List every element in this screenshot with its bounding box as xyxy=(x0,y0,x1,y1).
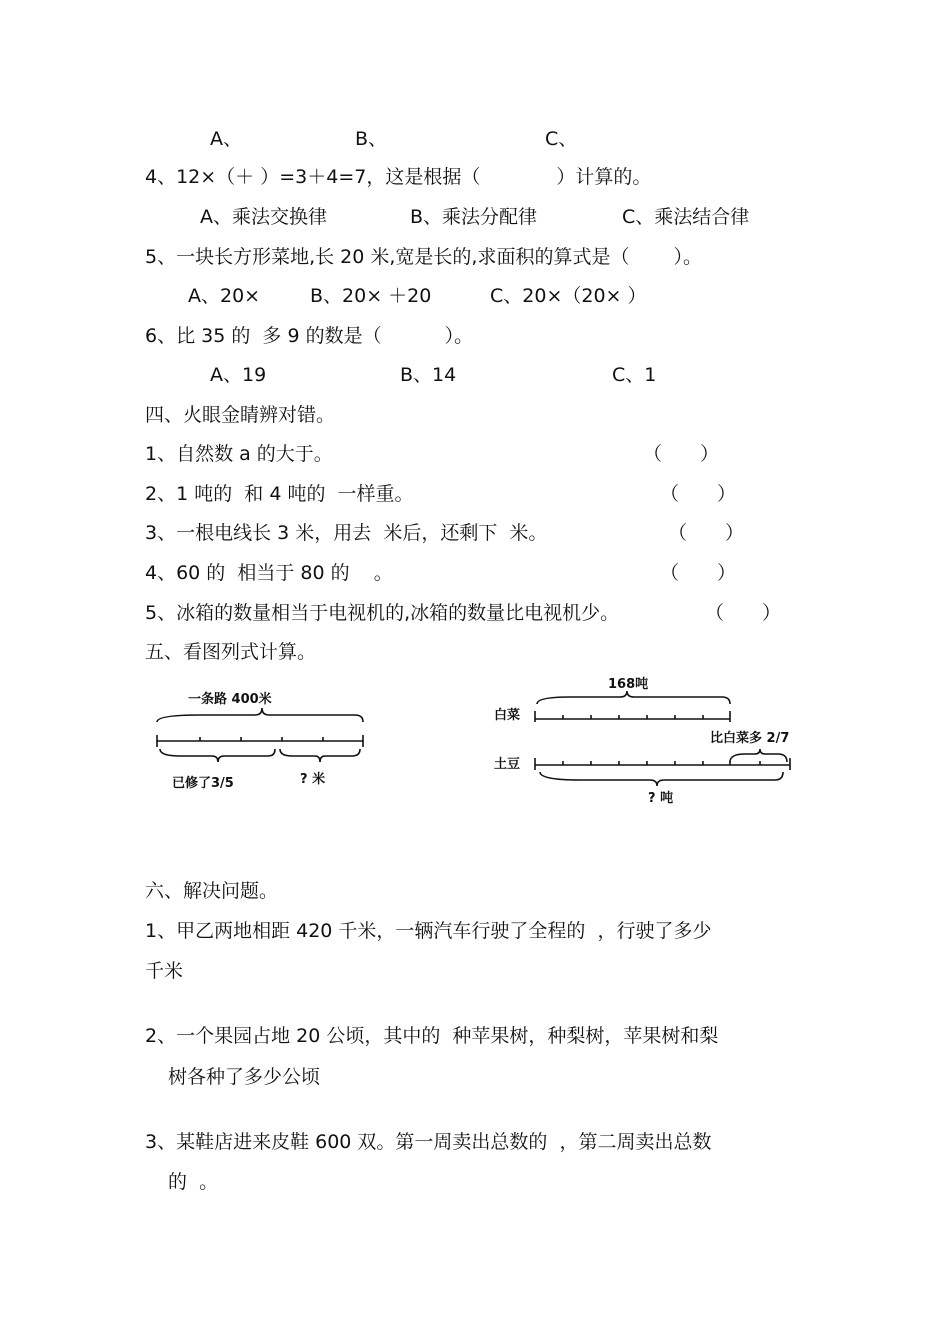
q6-option-a: A、19 xyxy=(210,364,267,386)
section6-title: 六、解决问题。 xyxy=(145,880,279,902)
d1-top-label: 一条路 400米 xyxy=(188,692,272,707)
s6-p1-line2: 千米 xyxy=(145,960,184,982)
q6-option-c: C、1 xyxy=(612,364,657,386)
q4-stem: 4、12×（＋ ）=3＋4=7，这是根据（ ）计算的。 xyxy=(145,166,652,188)
q6-option-b: B、14 xyxy=(400,364,457,386)
q4-option-a: A、乘法交换律 xyxy=(200,206,327,228)
q5-option-c: C、20×（20× ） xyxy=(490,285,647,307)
d2-annotation-brace xyxy=(730,749,787,762)
q3-option-a: A、 xyxy=(210,128,242,150)
s6-p3-line2: 的 。 xyxy=(168,1171,219,1193)
section4-title: 四、火眼金睛辨对错。 xyxy=(145,404,336,426)
d1-right-label: ? 米 xyxy=(300,772,326,787)
d2-top-label: 168吨 xyxy=(608,677,649,692)
s4-item-1: 1、自然数 a 的大于。 xyxy=(145,443,333,465)
s4-item-5-paren: （ ） xyxy=(705,602,782,624)
q3-option-b: B、 xyxy=(355,128,388,150)
s4-item-4: 4、60 的 相当于 80 的 。 xyxy=(145,562,393,584)
s4-item-2: 2、1 吨的 和 4 吨的 一样重。 xyxy=(145,483,414,505)
d2-row1-label: 白菜 xyxy=(494,708,521,723)
s4-item-1-paren: （ ） xyxy=(643,443,720,465)
q5-option-a: A、20× xyxy=(188,285,261,307)
q4-option-c: C、乘法结合律 xyxy=(622,206,750,228)
section5-title: 五、看图列式计算。 xyxy=(145,641,317,663)
q5-stem: 5、一块长方形菜地,长 20 米,宽是长的,求面积的算式是（ ）。 xyxy=(145,246,703,268)
d2-top-brace xyxy=(537,691,730,704)
d2-bottom-brace xyxy=(540,772,783,786)
q4-option-b: B、乘法分配律 xyxy=(410,206,538,228)
s6-p1-line1: 1、甲乙两地相距 420 千米，一辆汽车行驶了全程的 ，行驶了多少 xyxy=(145,920,712,942)
s6-p2-line2: 树各种了多少公顷 xyxy=(168,1066,321,1088)
s4-item-2-paren: （ ） xyxy=(660,483,737,505)
q5-option-b: B、20× ＋20 xyxy=(310,285,432,307)
d2-annotation: 比白菜多 2/7 xyxy=(710,731,790,746)
s6-p3-line1: 3、某鞋店进来皮鞋 600 双。第一周卖出总数的 ，第二周卖出总数 xyxy=(145,1131,712,1153)
d1-left-label: 已修了3/5 xyxy=(172,776,234,791)
d2-row2-label: 土豆 xyxy=(494,757,521,772)
s6-p2-line1: 2、一个果园占地 20 公顷，其中的 种苹果树，种梨树，苹果树和梨 xyxy=(145,1025,719,1047)
d2-bottom-label: ? 吨 xyxy=(648,791,674,806)
s4-item-3: 3、一根电线长 3 米，用去 米后，还剩下 米。 xyxy=(145,522,548,544)
s4-item-5: 5、冰箱的数量相当于电视机的,冰箱的数量比电视机少。 xyxy=(145,602,620,624)
s4-item-3-paren: （ ） xyxy=(668,522,745,544)
q6-stem: 6、比 35 的 多 9 的数是（ ）。 xyxy=(145,325,474,347)
s4-item-4-paren: （ ） xyxy=(660,562,737,584)
q3-option-c: C、 xyxy=(545,128,578,150)
